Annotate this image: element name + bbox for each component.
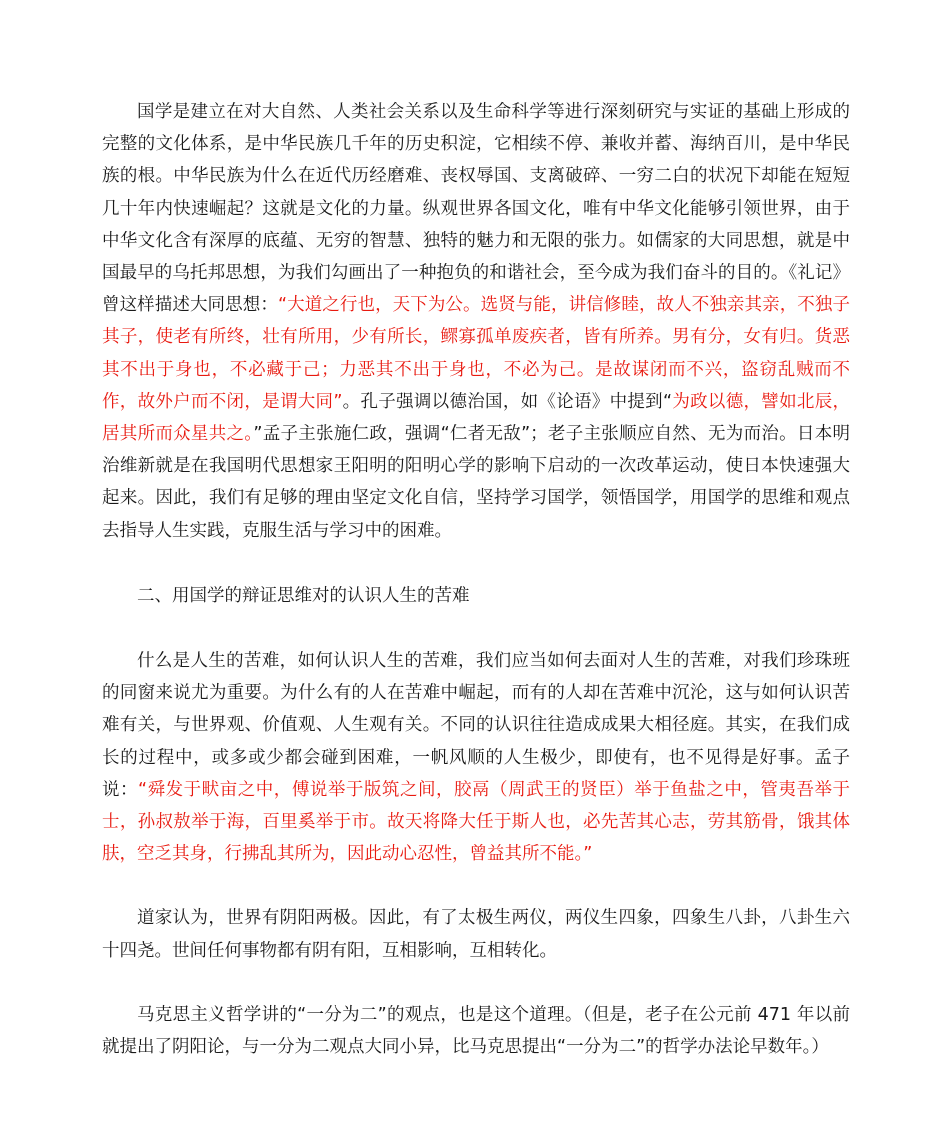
conclusion-text: ”孟子主张施仁政，强调“仁者无敌”；老子主张顺应自然、无为而治。日本明治维新就是在我国明代思想家王阳明的阳明心学的影响下启动的一次改革运动，使日本快速强大起来。因此，我们有足够的理由坚定文化自信，坚持学习国学，领悟国学，用国学的思维和观点去指导人生实践，克服生活与学习中的困难。	[102, 424, 851, 541]
document-page	[102, 96, 850, 1063]
hardship-text: 什么是人生的苦难，如何认识人生的苦难，我们应当如何去面对人生的苦难，对我们珍珠班的同窗来说尤为重要。为什么有的人在苦难中崛起，而有的人却在苦难中沉沦，这与如何认识苦难有关，与世界观、价值观、人生观有关。不同的认识往往造成成果大相径庭。其实，在我们成长的过程中，或多或少都会碰到困难，一帆风顺的人生极少，即使有，也不见得是好事。孟子说：	[102, 651, 850, 800]
paragraph-marxism: 马克思主义哲学讲的“一分为二”的观点，也是这个道理。（但是，老子在公元前 471 年以前就提出了阴阳论，与一分为二观点大同小异，比马克思提出“一分为二”的哲学办法论早数年。）	[102, 1004, 850, 1058]
paragraph-yinyang: 道家认为，世界有阴阳两极。因此，有了太极生两仪，两仪生四象，四象生八卦，八卦生六十四尧。世间任何事物都有阴有阳，互相影响，互相转化。	[102, 908, 850, 961]
intro-text: 国学是建立在对大自然、人类社会关系以及生命科学等进行深刻研究与实证的基础上形成的完整的文化体系，是中华民族几千年的历史积淀，它相续不停、兼收并蓄、海纳百川，是中华民族的根。中华民族为什么在近代历经磨难、丧权辱国、支离破碎、一穷二白的状况下却能在短短几十年内快速崛起？这就是文化的力量。纵观世界各国文化，唯有中华文化能够引领世界，由于中华文化含有深厚的底蕴、无穷的智慧、独特的魅力和无限的张力。如儒家的大同思想，就是中国最早的乌托邦思想，为我们勾画出了一种抱负的和谐社会，至今成为我们奋斗的目的。《礼记》曾这样描述大同思想：	[102, 102, 850, 316]
confucius-text: 。孔子强调以德治国，如《论语》中提到“	[342, 391, 673, 412]
mencius-quote: “舜发于畎亩之中，傅说举于版筑之间，胶鬲（周武王的贤臣）举于鱼盐之中，管夷吾举于士，孙叔敖举于海，百里奚举于市。故天将降大任于斯人也，必先苦其心志，劳其筋骨，饿其体肤，空乏其身，行拂乱其所为，因此动心忍性，曾益其所不能。”	[102, 779, 850, 865]
paragraph-guoxue-intro	[102, 96, 850, 547]
paragraph-hardship	[102, 645, 850, 870]
liji-datong-quote: “大道之行也，天下为公。选贤与能，讲信修睦，故人不独亲其亲，不独子其子，使老有所终，壮有所用，少有所长，鳏寡孤单废疾者，皆有所养。男有分，女有归。货恶其不出于身也，不必藏于己；力恶其不出于身也，不必为己。是故谋闭而不兴，盗窃乱贼而不作，故外户而不闭，是谓大同”	[102, 295, 850, 412]
lunyu-quote: 为政以德，譬如北辰，居其所而众星共之。	[102, 391, 850, 445]
section-heading: 二、用国学的辩证思维对的认识人生的苦难	[137, 585, 470, 606]
